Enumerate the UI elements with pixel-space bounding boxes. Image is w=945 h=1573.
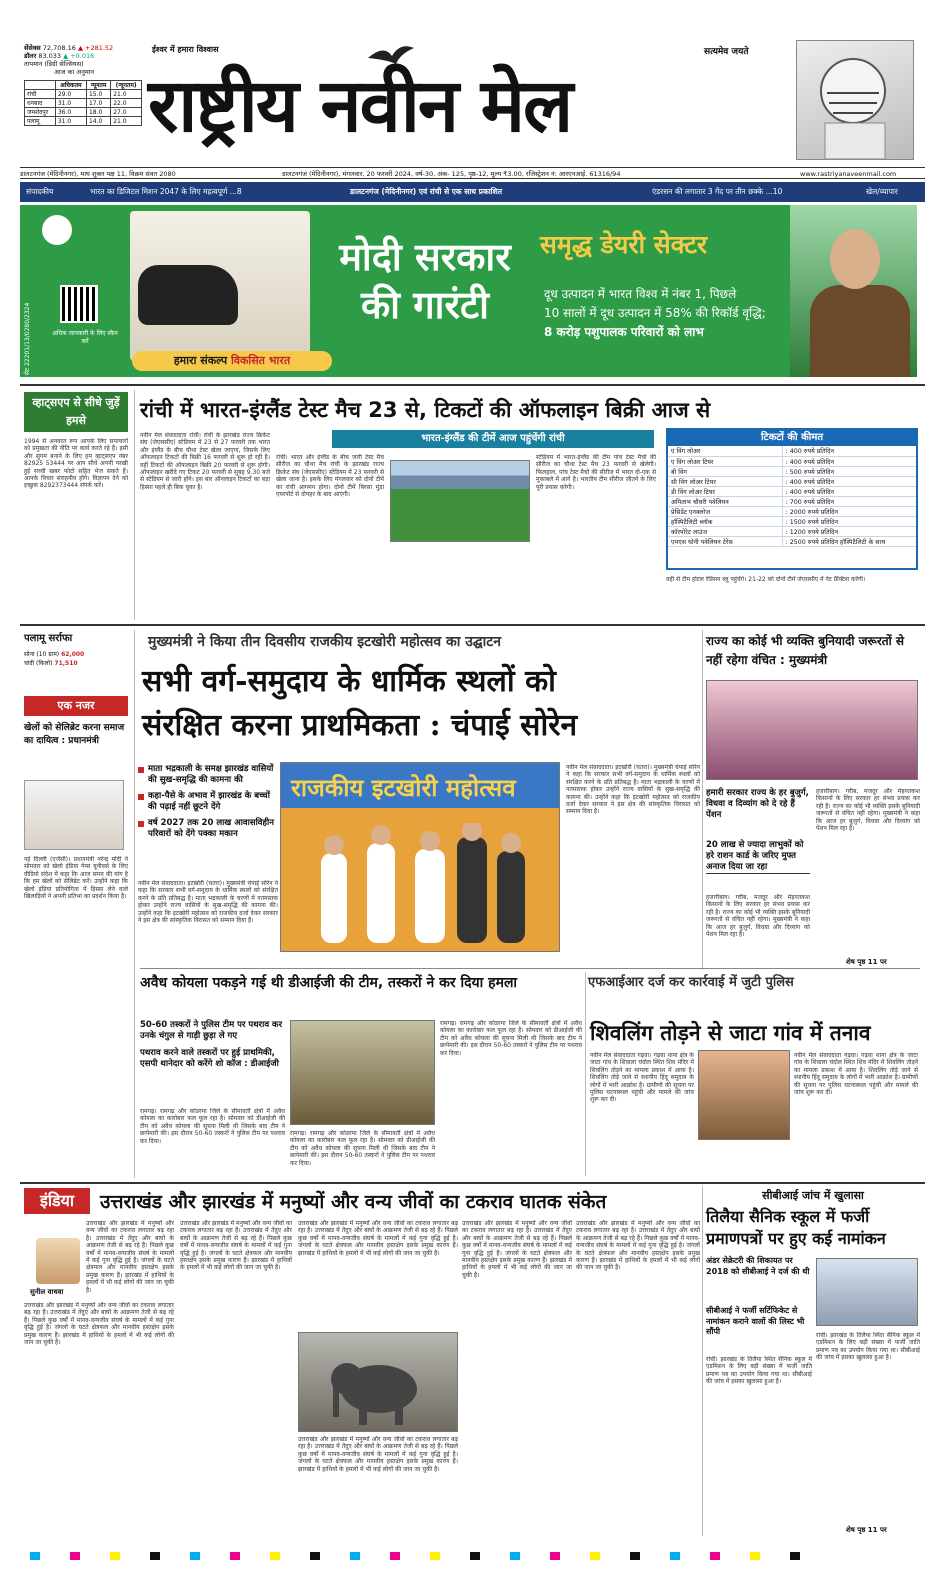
cyan-swatch [510,1552,520,1560]
weather-header-row [25,81,142,90]
elephant-icon [299,1333,459,1433]
sensex-value: 72,708.16 [42,44,76,52]
weather-header: अधिकतम [55,81,86,90]
yellow-swatch [270,1552,280,1560]
continued-note[interactable]: शेष पृष्ठ 11 पर [846,958,887,966]
weather-table [24,80,142,126]
headline-sainik-school[interactable]: तिलैया सैनिक स्कूल में फर्जी प्रमाणपत्रों पर हुए कई नामांकन [706,1207,886,1248]
info-bar [20,167,925,179]
headline-coal-attack[interactable]: अवैध कोयला पकड़ने गई थी डीआईजी की टीम, तस्करों ने कर दिया हमला [140,975,518,991]
city: धनबाद [25,99,56,108]
gold-rate: 62,000 [61,651,85,658]
city: रांची [25,90,56,99]
nav-edition-note: डालटनगंज (मेदिनीनगर) एवं रांची से एक साथ प्रकाशित [350,187,502,196]
min-temp-alt: 21.0 [111,117,142,126]
subhead-cbi-complaint: अंडर सेक्रेटरी की शिकायत पर 2018 को सीबीआई ने दर्ज की थी [706,1256,810,1276]
silver-label: चांदी (किलो) [24,660,53,667]
sensex-label: सेंसेक्स [24,44,41,52]
motto-right: सत्यमेव जयते [704,47,749,57]
weather-header [25,81,56,90]
school-photo [816,1258,918,1326]
magenta-swatch [710,1552,720,1560]
article-body: हजारीबाग। गरीब, मजदूर और मेहनतकश किसानों के लिए सरकार हर संभव प्रयास कर रही है। राज्य का कोई भी व्यक्ति इसके बुनियादी जरूरतों से वंचित नहीं रहेगा। मुख्यमंत्री ने कहा कि आज हर बुजुर्ग, विधवा और दिव्यांग को पेंशन मिल रहा है। [706,894,810,939]
column-rule [702,630,703,970]
black-swatch [470,1552,480,1560]
seat-section: सी विंग लोअर टियर [668,476,782,486]
column-rule [585,972,586,1176]
cyan-swatch [670,1552,680,1560]
guarantee-title [320,233,530,329]
cow-photo [138,265,238,325]
price-row [668,516,916,526]
weather-header: (न्यूनतम) [111,81,142,90]
max-temp: 29.0 [55,90,86,99]
max-temp: 31.0 [55,99,86,108]
price-row [668,476,916,486]
dairy-title: समृद्ध डेयरी सेक्टर [540,230,708,259]
coal-point: पथराव करने वाले तस्करों पर हुई प्राथमिकी, एसपी थानेदार को करेंगे शो कॉज : डीआईजी [140,1048,279,1069]
weather-row [25,99,142,108]
info-middle: डालटनगंज (मेदिनीनगर), मंगलवार, 20 फरवरी 2024, वर्ष-30, अंक- 125, पृष्ठ-12, मूल्य ₹3.00, रजिस्ट्रेशन नं: आरएनआई. 61316/94 [282,170,621,178]
price-row [668,506,916,516]
headline-ranchi-test[interactable]: रांची में भारत-इंग्लैंड टेस्ट मैच 23 से, टिकटों की ऑफलाइन बिक्री आज से [140,398,711,422]
yellow-swatch [590,1552,600,1560]
newspaper-brand: राष्ट्रीय नवीन मेल [148,63,572,149]
article-body: उत्तराखंड और झारखंड में मनुष्यों और वन्य जीवों का टकराव लगातार बढ़ रहा है। उत्तराखंड में तेंदुए और बाघों के आक्रमण तेजी से बढ़ रहे हैं। पिछले कुछ वर्षों में मानव-वन्यजीव संघर्ष के मामलों में कई गुना वृद्धि हुई है। जंगलों के घटते क्षेत्रफल और मानवीय हस्तक्षेप इसके प्रमुख कारण हैं। झारखंड में हाथियों के हमलों में भी कई लोगों की जान जा चुकी है। [576,1220,700,1272]
bullet-item: वर्ष 2027 तक 20 लाख आवासविहीन परिवारों को देंगे पक्का मकान [138,818,278,840]
section-divider [20,384,925,386]
nav-sports-business[interactable]: खेल/व्यापार [866,187,898,196]
subhead-fake-list: सीबीआई ने फर्जी सर्टिफिकेट से नामांकन कराने वालों की लिस्ट भी सौंपी [706,1306,805,1336]
subhead-pension: हमारी सरकार राज्य के हर बुजुर्ग, विधवा व दिव्यांग को दे रहे हैं पेंशन [706,788,809,820]
dairy-point: दूध उत्पादन में भारत विश्व में नंबर 1, पिछले [544,287,737,301]
city: जमशेदपुर [25,108,56,117]
price-row [668,446,916,456]
forest-photo [290,1020,435,1125]
price-row [668,496,916,506]
weather-row [25,117,142,126]
sankalp-banner [132,351,332,371]
festival-banner: राजकीय इटखोरी महोत्सव [291,773,516,802]
sankalp-a: हमारा संकल्प [173,354,228,367]
weather-row [25,90,142,99]
cbi-kicker: सीबीआई जांच में खुलासा [762,1189,864,1202]
seat-section: प्रेसिडेंट एनक्लोज [668,506,782,516]
black-swatch [150,1552,160,1560]
section-divider [140,968,920,969]
ticket-price-table [666,428,918,570]
sankalp-b: विकसित भारत [230,354,291,367]
elephant-photo [298,1332,458,1432]
min-temp-alt: 22.0 [111,99,142,108]
dairy-point: 10 सालों में दूध उत्पादन में 58% की रिकॉर्ड वृद्धि; [544,306,766,320]
section-divider [20,1182,925,1184]
dollar-value: 83.033 [38,52,62,60]
max-temp: 36.0 [55,108,86,117]
shivling-photo [698,1050,790,1140]
subhead-ration: 20 लाख से ज्यादा लाभुकों को हरे राशन कार्ड के जरिए मुफ्त अनाज दिया जा रहा [706,840,810,874]
min-temp-alt: 21.0 [111,90,142,99]
event-photo [706,680,918,780]
article-body: रांची। भारत और इंग्लैंड के बीच जारी टेस्ट मैच सीरीज का चौथा मैच रांची के झारखंड राज्य क्रिकेट संघ (जेएससीए) स्टेडियम में 23 फरवरी से खेला जाना है। इसके लिए मंगलवार को दोनों टीमें का रांची आगमन होगा। दोनों टीमें बिरसा मुंडा एयरपोर्ट से दोपहर के बाद आएंगी। [276,454,384,499]
seat-price: : 2000 रुपये प्रतिदिन [782,506,916,516]
seat-section: कॉरपोरेट लाउंज [668,526,782,536]
ek-nazar-body: नई दिल्ली (एजेंसी)। प्रधानमंत्री नरेन्द्र मोदी ने सोमवार को खेलो इंडिया गेम्स यूनीवर्स के लिए वीडियो संदेश में कहा कि आज समय की मांग है कि हम खेलों को सेलिब्रेट करें। उन्होंने कहा कि खेलो इंडिया प्रतियोगिता में हिस्सा लेने वाले खिलाड़ियों ने अपनी प्रतिभा का प्रदर्शन किया है। [24,856,128,901]
seat-price: : 700 रुपये प्रतिदिन [782,496,916,506]
india-tag: इंडिया [24,1188,90,1214]
print-registration-bar [30,1552,915,1560]
seat-price: : 400 रुपये प्रतिदिन [782,446,916,456]
article-body: हजारीबाग। गरीब, मजदूर और मेहनतकश किसानों के लिए सरकार हर संभव प्रयास कर रही है। राज्य का कोई भी व्यक्ति इसके बुनियादी जरूरतों से वंचित नहीं रहेगा। मुख्यमंत्री ने कहा कि आज हर बुजुर्ग, विधवा और दिव्यांग को पेंशन मिल रहा है। [816,788,920,833]
article-body: उत्तराखंड और झारखंड में मनुष्यों और वन्य जीवों का टकराव लगातार बढ़ रहा है। उत्तराखंड में तेंदुए और बाघों के आक्रमण तेजी से बढ़ रहे हैं। पिछले कुछ वर्षों में मानव-वन्यजीव संघर्ष के मामलों में कई गुना वृद्धि हुई है। जंगलों के घटते क्षेत्रफल और मानवीय हस्तक्षेप इसके प्रमुख कारण हैं। झारखंड में हाथियों के हमलों में भी कई लोगों की जान जा चुकी है। [462,1220,572,1279]
column-rule [702,1186,703,1536]
article-body: उत्तराखंड और झारखंड में मनुष्यों और वन्य जीवों का टकराव लगातार बढ़ रहा है। उत्तराखंड में तेंदुए और बाघों के आक्रमण तेजी से बढ़ रहे हैं। पिछले कुछ वर्षों में मानव-वन्यजीव संघर्ष के मामलों में कई गुना वृद्धि हुई है। जंगलों के घटते क्षेत्रफल और मानवीय हस्तक्षेप इसके प्रमुख कारण हैं। झारखंड में हाथियों के हमलों में भी कई लोगों की जान जा चुकी है। [298,1436,458,1473]
author-photo [36,1238,80,1284]
market-ticker [24,44,142,76]
nav-digital-mission[interactable]: भारत का डिजिटल मिशन 2047 के लिए महत्वपूर्ण ...8 [90,187,242,196]
article-body: नवीन मेल संवाददाता गढ़वा। गढ़वा थाना क्षेत्र के जाटा गांव के शिवाला चंदोल स्थित शिव मंदिर में शिवलिंग तोड़ने का मामला प्रकाश में आया है। शिवलिंग तोड़े जाने से स्थानीय हिंदू समुदाय के लोगों में भारी आक्रोश है। ग्रामीणों की सूचना पर पुलिस घटनास्थल पहुंची और मामले की जांच शुरू कर दी। [794,1052,918,1097]
article-body: रांची। झारखंड के तिलैया स्थित सैनिक स्कूल में एडमिशन के लिए बड़ी संख्या में फर्जी जाति प्रमाण पत्र का उपयोग किया गया था। सीबीआई की जांच में इसका खुलासा हुआ है। [706,1356,812,1386]
weather-row [25,108,142,117]
magenta-swatch [70,1552,80,1560]
seat-price: : 400 रुपये प्रतिदिन [782,476,916,486]
gold-label: सोना (10 ग्राम) [24,651,60,658]
weather-header: न्यूनतम [86,81,110,90]
dollar-label: डॉलर [24,52,37,60]
headline-champai[interactable] [142,660,702,748]
continued-note[interactable]: शेष पृष्ठ 11 पर [846,1526,887,1534]
weather-note: आज का अनुमान [54,68,95,76]
min-temp: 14.0 [86,117,110,126]
headline-line: सभी वर्ग-समुदाय के धार्मिक स्थलों को [142,664,556,699]
price-row [668,536,916,546]
article-body: उत्तराखंड और झारखंड में मनुष्यों और वन्य जीवों का टकराव लगातार बढ़ रहा है। उत्तराखंड में तेंदुए और बाघों के आक्रमण तेजी से बढ़ रहे हैं। पिछले कुछ वर्षों में मानव-वन्यजीव संघर्ष के मामलों में कई गुना वृद्धि हुई है। जंगलों के घटते क्षेत्रफल और मानवीय हस्तक्षेप इसके प्रमुख कारण हैं। झारखंड में हाथियों के हमलों में भी कई लोगों की जान जा चुकी है। [180,1220,292,1272]
emblem-icon [42,215,72,245]
nav-anderson-sixes[interactable]: एंडरसन की लगातार 3 गेंद पर तीन छक्के ...10 [652,187,783,196]
yellow-swatch [110,1552,120,1560]
whatsapp-box[interactable]: व्हाट्सएप से सीधे जुड़ें हमसे [24,392,128,432]
coal-point: 50-60 तस्करों ने पुलिस टीम पर पथराव कर उनके चंगुल से गाड़ी छुड़ा ले गए [140,1020,283,1041]
article-body: रामगढ़। रामगढ़ और कोडरमा जिले के सीमावर्ती क्षेत्रों में अवैध कोयला का कारोबार फल फूल रहा है। सोमवार को डीआईजी की टीम को अवैध कोयला की सूचना मिली थी जिसके बाद टीम ने छापेमारी की। इस दौरान 50-60 तस्करों ने पुलिस टीम पर पथराव कर दिया। [290,1130,435,1167]
magenta-swatch [550,1552,560,1560]
ek-nazar-tag: एक नजर [24,696,128,716]
article-body: उत्तराखंड और झारखंड में मनुष्यों और वन्य जीवों का टकराव लगातार बढ़ रहा है। उत्तराखंड में तेंदुए और बाघों के आक्रमण तेजी से बढ़ रहे हैं। पिछले कुछ वर्षों में मानव-वन्यजीव संघर्ष के मामलों में कई गुना वृद्धि हुई है। जंगलों के घटते क्षेत्रफल और मानवीय हस्तक्षेप इसके प्रमुख कारण हैं। झारखंड में हाथियों के हमलों में भी कई लोगों की जान जा चुकी है। [24,1302,174,1347]
seat-price: : 1200 रुपये प्रतिदिन [782,526,916,536]
article-body: नवीन मेल संवाददाता। इटखोरी (चतरा)। मुख्यमंत्री चंपाई सोरेन ने कहा कि सरकार सभी वर्ग-समुदाय के धार्मिक स्थलों को संरक्षित करने के प्रति प्रतिबद्ध है। माता भद्रकाली के चरणों में नतमस्तक होकर उन्होंने राज्य वासियों के सुख-समृद्धि की कामना की। उन्होंने कहा कि इटखोरी महोत्सव को राजकीय दर्जा देकर सरकार ने इस क्षेत्र की सांस्कृतिक विरासत को सम्मान दिया है। [138,880,278,925]
pm-portrait-body [810,285,910,377]
whatsapp-body: 1994 से अनवरत रूप आपके लिए समाचारों को प्रमुखता की नीति पर कार्य करते रहे हैं। इसी और सुगम बनाने के लिए हम व्हाट्सएप नंबर 82925 53444 पर आप सीधे अपनी परखी हुई सच्ची खबर फोटो सहित भेज सकते हैं। आपके विचार सराहनीय होंगे। विज्ञापन देने को इच्छुक 8292373444 संपर्क करें। [24,438,128,490]
government-advertisement [20,205,917,377]
seat-section: हॉस्पिटैलिटी ब्लॉक [668,516,782,526]
column-rule [134,630,135,1178]
cyan-swatch [350,1552,360,1560]
ek-nazar-headline[interactable]: खेलों को सेलिब्रेट करना समाज का दायित्व : प्रधानमंत्री [24,723,125,746]
kicker-fir: एफआईआर दर्ज कर कार्रवाई में जुटी पुलिस [588,975,794,990]
festival-photo [280,762,560,952]
headline-line: संरक्षित करना प्राथमिकता : चंपाई सोरेन [142,708,578,743]
dairy-points [544,285,804,342]
article-body: स्टेडियम में भारत-इंग्लैंड की टीम पांच टेस्ट मैचों की सीरीज का चौथा टेस्ट मैच 23 फरवरी से खेलेगी। फिलहाल, पांच टेस्ट मैचों की सीरीज में भारत दो-एक से मुकाबले में आगे है। भारतीय टीम सीरीज जीतने के लिए पूरी प्रयास करेगी। [536,454,656,491]
city: पलामू [25,117,56,126]
sensex-change: ▲ +281.52 [77,44,114,52]
headline-wildlife-conflict[interactable]: उत्तराखंड और झारखंड में मनुष्यों और वन्य जीवों का टकराव घातक संकेत [100,1191,607,1213]
silver-rate: 71,510 [54,660,78,667]
kicker-itkhori: मुख्यमंत्री ने किया तीन दिवसीय राजकीय इटखोरी महोत्सव का उद्घाटन [148,634,502,650]
section-navbar [20,182,925,202]
bullet-item: कहा-पैसे के अभाव में झारखंड के बच्चों की पढ़ाई नहीं छूटने देंगे [138,791,278,813]
article-body: नवीन मेल संवाददाता। इटखोरी (चतरा)। मुख्यमंत्री चंपाई सोरेन ने कहा कि सरकार सभी वर्ग-समुदाय के धार्मिक स्थलों को संरक्षित करने के प्रति प्रतिबद्ध है। माता भद्रकाली के चरणों में नतमस्तक होकर उन्होंने राज्य वासियों के सुख-समृद्धि की कामना की। उन्होंने कहा कि इटखोरी महोत्सव को राजकीय दर्जा देकर सरकार ने इस क्षेत्र की सांस्कृतिक विरासत को सम्मान दिया है। [566,764,700,816]
website-link[interactable]: www.rastriyanaveenmail.com [800,170,897,178]
seat-section: डी विंग लोअर टियर [668,486,782,496]
seat-price: : 500 रुपये प्रतिदिन [782,466,916,476]
dollar-change: ▲ +0.016 [63,52,95,60]
yellow-swatch [430,1552,440,1560]
seat-section: ए विंग लोअर [668,446,782,456]
sarafa-rates [24,650,128,668]
seat-price: : 400 रुपये प्रतिदिन [782,486,916,496]
seat-section: बी विंग [668,466,782,476]
ticket-note: वहीं से टीम होटल रेडिसन ब्लू पहुंचेंगे। 21-22 को दोनों टीमें जेएससीए में नेट प्रैक्टिस करेंगी। [666,576,866,583]
headline-basic-needs[interactable]: राज्य का कोई भी व्यक्ति बुनियादी जरूरतों से नहीं रहेगा वंचित : मुख्यमंत्री [706,634,904,667]
black-swatch [790,1552,800,1560]
magenta-swatch [390,1552,400,1560]
seat-section: एमएस धोनी पवेलियन टेरेस [668,536,782,546]
dignitaries-figures [311,823,531,948]
cyan-swatch [30,1552,40,1560]
yellow-swatch [750,1552,760,1560]
max-temp: 31.0 [55,117,86,126]
seat-section: ए विंग लोअर टियर [668,456,782,466]
sarafa-title: पलामू सर्राफा [24,633,73,644]
price-row [668,466,916,476]
qr-label: अधिक जानकारी के लिए स्कैन करें [52,330,118,345]
article-body: उत्तराखंड और झारखंड में मनुष्यों और वन्य जीवों का टकराव लगातार बढ़ रहा है। उत्तराखंड में तेंदुए और बाघों के आक्रमण तेजी से बढ़ रहे हैं। पिछले कुछ वर्षों में मानव-वन्यजीव संघर्ष के मामलों में कई गुना वृद्धि हुई है। जंगलों के घटते क्षेत्रफल और मानवीय हस्तक्षेप इसके प्रमुख कारण हैं। झारखंड में हाथियों के हमलों में भी कई लोगों की जान जा चुकी है। [298,1220,458,1257]
motto-left: ईश्वर में हमारा विश्वास [152,45,219,54]
min-temp: 18.0 [86,108,110,117]
article-body: नवीन मेल संवाददाता गढ़वा। गढ़वा थाना क्षेत्र के जाटा गांव के शिवाला चंदोल स्थित शिव मंदिर में शिवलिंग तोड़ने का मामला प्रकाश में आया है। शिवलिंग तोड़े जाने से स्थानीय हिंदू समुदाय के लोगों में भारी आक्रोश है। ग्रामीणों की सूचना पर पुलिस घटनास्थल पहुंची और मामले की जांच शुरू कर दी। [590,1052,694,1104]
cyan-swatch [190,1552,200,1560]
price-row [668,526,916,536]
bullet-item: माता भद्रकाली के समक्ष झारखंड वासियों की सुख-समृद्धि की कामना की [138,764,278,786]
pm-photo [24,780,124,850]
min-temp-alt: 27.0 [111,108,142,117]
temperature-label: तापमान (डिग्री सेल्सियस) [24,60,84,68]
magenta-swatch [230,1552,240,1560]
nav-editorial[interactable]: संपादकीय [26,187,54,196]
guarantee-line1: मोदी सरकार [339,235,511,279]
price-row [668,486,916,496]
dairy-point: 8 करोड़ पशुपालक परिवारों को लाभ [544,325,704,339]
price-row [668,456,916,466]
black-swatch [310,1552,320,1560]
section-divider [20,624,925,626]
seat-price: : 1500 रुपये प्रतिदिन [782,516,916,526]
highlight-bullets [138,764,278,845]
ticket-price-title: टिकटों की कीमत [668,430,916,446]
min-temp: 17.0 [86,99,110,108]
article-body: नवीन मेल संवाददाता रांची। रांची के झारखंड राज्य क्रिकेट संघ (जेएससीए) स्टेडियम में 23 से 27 फरवरी तक भारत और इंग्लैंड के बीच चौथा टेस्ट खेला जाएगा, जिसके लिए ऑफलाइन टिकटों की बिक्री 16 फरवरी से शुरू हो रही है। वहीं टिकटों की ऑफलाइन बिक्री 20 फरवरी से शुरू होगी। ऑफलाइन खरीदे गए टिकट 20 फरवरी से सुबह 9.30 बजे से स्टेडियम से जारी होंगे। इस बार ऑनलाइन टिकटों का बड़ा हिस्सा पहले ही बिक चुका है। [140,432,270,491]
headline-shivling[interactable]: शिवलिंग तोड़ने से जाटा गांव में तनाव [590,1021,871,1045]
article-body: रामगढ़। रामगढ़ और कोडरमा जिले के सीमावर्ती क्षेत्रों में अवैध कोयला का कारोबार फल फूल रहा है। सोमवार को डीआईजी की टीम को अवैध कोयला की सूचना मिली थी जिसके बाद टीम ने छापेमारी की। इस दौरान 50-60 तस्करों ने पुलिस टीम पर पथराव कर दिया। [440,1020,582,1057]
article-body: रामगढ़। रामगढ़ और कोडरमा जिले के सीमावर्ती क्षेत्रों में अवैध कोयला का कारोबार फल फूल रहा है। सोमवार को डीआईजी की टीम को अवैध कोयला की सूचना मिली थी जिसके बाद टीम ने छापेमारी की। इस दौरान 50-60 तस्करों ने पुलिस टीम पर पथराव कर दिया। [140,1108,285,1145]
column-rule [134,390,135,620]
qr-code-icon[interactable] [60,285,98,323]
helmet-icon [797,41,915,161]
guarantee-line2: की गारंटी [360,283,490,327]
author-name: सुनील वाधवा [30,1288,64,1296]
article-body: उत्तराखंड और झारखंड में मनुष्यों और वन्य जीवों का टकराव लगातार बढ़ रहा है। उत्तराखंड में तेंदुए और बाघों के आक्रमण तेजी से बढ़ रहे हैं। पिछले कुछ वर्षों में मानव-वन्यजीव संघर्ष के मामलों में कई गुना वृद्धि हुई है। जंगलों के घटते क्षेत्रफल और मानवीय हस्तक्षेप इसके प्रमुख कारण हैं। झारखंड में हाथियों के हमलों में भी कई लोगों की जान जा चुकी है। [86,1220,174,1294]
seat-price: : 2500 रुपये प्रतिदिन हॉस्पिटैलिटी के साथ [782,536,916,546]
cricketer-photo [796,40,914,160]
black-swatch [630,1552,640,1560]
stadium-photo [390,460,530,542]
min-temp: 15.0 [86,90,110,99]
pm-portrait-face [830,229,880,289]
ad-code: सेट 22201/13/0280/2324 [24,302,31,375]
coal-points [140,1020,285,1070]
seat-price: : 400 रुपये प्रतिदिन [782,456,916,466]
subhead-teams-arrive: भारत-इंग्लैंड की टीमें आज पहुंचेंगी रांची [332,430,654,448]
article-body: रांची। झारखंड के तिलैया स्थित सैनिक स्कूल में एडमिशन के लिए बड़ी संख्या में फर्जी जाति प्रमाण पत्र का उपयोग किया गया था। सीबीआई की जांच में इसका खुलासा हुआ है। [816,1332,920,1362]
info-left: डालटनगंज (मेदिनीनगर), माघ शुक्ल पक्ष 11, विक्रम संवत 2080 [20,170,176,178]
seat-section: अमिताभ चौधरी पवेलियन [668,496,782,506]
